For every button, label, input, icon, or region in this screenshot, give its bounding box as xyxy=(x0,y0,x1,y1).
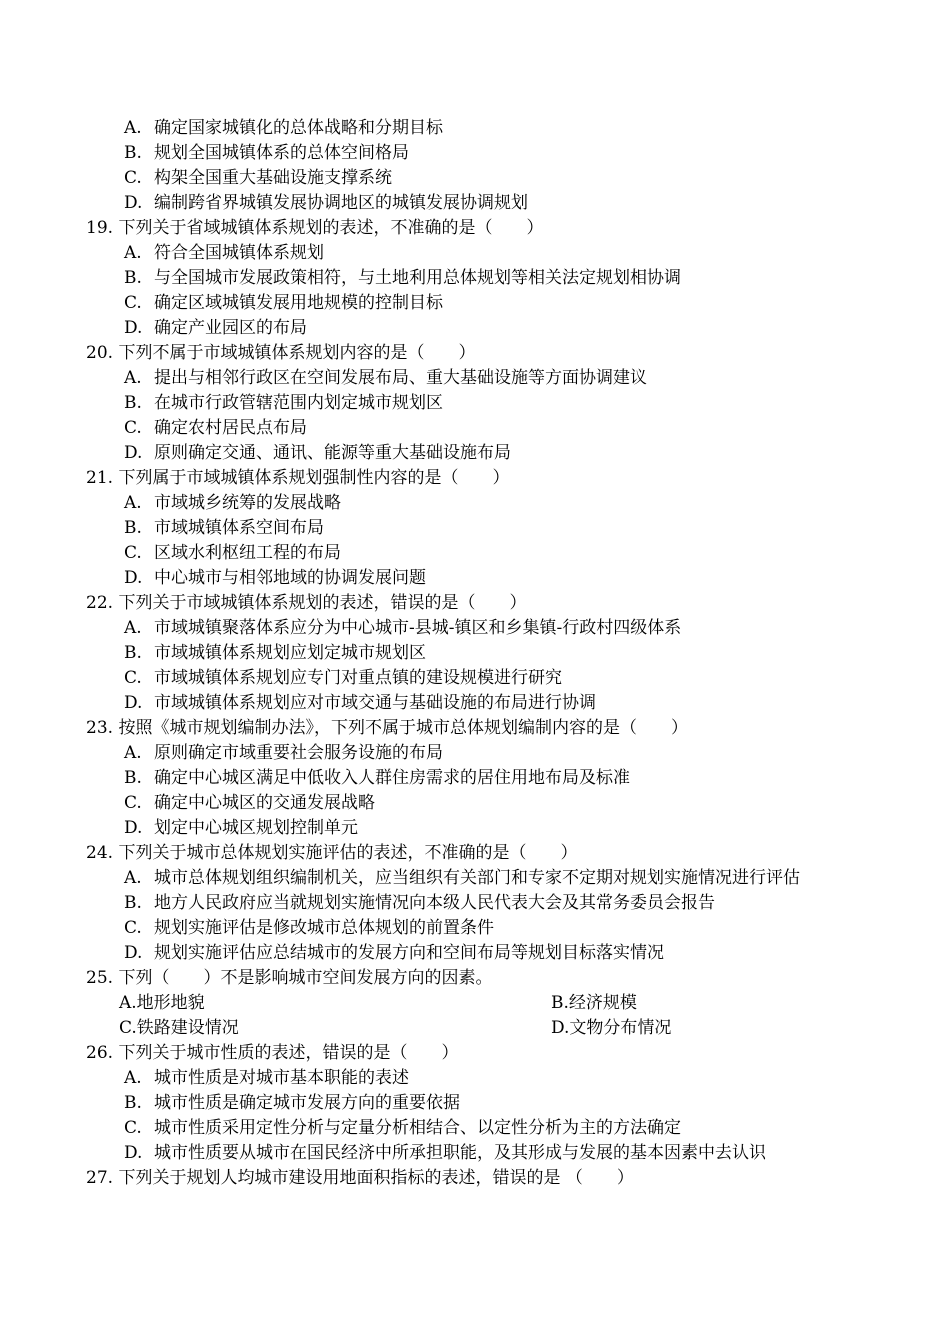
answer-option xyxy=(0,1116,950,1141)
option-key: A. xyxy=(124,618,142,638)
option-text: 城市总体规划组织编制机关，应当组织有关部门和专家不定期对规划实施情况进行评估 xyxy=(154,868,800,888)
option-text: 编制跨省界城镇发展协调地区的城镇发展协调规划 xyxy=(154,193,528,213)
answer-option xyxy=(0,241,950,266)
option-key: B. xyxy=(124,1093,142,1113)
option-key: A. xyxy=(124,243,142,263)
answer-option xyxy=(0,566,950,591)
option-key: C. xyxy=(124,668,142,688)
answer-option xyxy=(0,266,950,291)
answer-option xyxy=(0,291,950,316)
option-key: D. xyxy=(124,193,143,213)
question-stem: 27. 下列关于规划人均城市建设用地面积指标的表述，错误的是 （ ） xyxy=(86,1168,634,1188)
option-key: B. xyxy=(124,893,142,913)
option-text: 原则确定市域重要社会服务设施的布局 xyxy=(154,743,443,763)
option-text: 与全国城市发展政策相符，与土地利用总体规划等相关法定规划相协调 xyxy=(154,268,681,288)
question-stem: 24. 下列关于城市总体规划实施评估的表述，不准确的是（ ） xyxy=(86,843,578,863)
option-text: 市域城镇聚落体系应分为中心城市-县城-镇区和乡集镇-行政村四级体系 xyxy=(154,618,682,638)
option-text: 构架全国重大基础设施支撑系统 xyxy=(154,168,392,188)
answer-option: A.地形地貌 xyxy=(119,993,205,1013)
option-key: B. xyxy=(124,643,142,663)
option-key: C. xyxy=(124,543,142,563)
option-row xyxy=(0,991,950,1016)
option-key: A. xyxy=(124,868,142,888)
option-key: C. xyxy=(124,293,142,313)
option-text: 城市性质是对城市基本职能的表述 xyxy=(154,1068,409,1088)
option-key: D. xyxy=(124,943,143,963)
option-text: 确定农村居民点布局 xyxy=(154,418,307,438)
answer-option xyxy=(0,366,950,391)
option-text: 市域城镇体系规划应划定城市规划区 xyxy=(154,643,426,663)
question-stem: 21. 下列属于市域城镇体系规划强制性内容的是（ ） xyxy=(86,468,510,488)
answer-option xyxy=(0,191,950,216)
answer-option xyxy=(0,891,950,916)
option-text: 确定国家城镇化的总体战略和分期目标 xyxy=(154,118,443,138)
option-text: 城市性质要从城市在国民经济中所承担职能，及其形成与发展的基本因素中去认识 xyxy=(154,1143,766,1163)
option-key: C. xyxy=(124,793,142,813)
option-text: 在城市行政管辖范围内划定城市规划区 xyxy=(154,393,443,413)
answer-option xyxy=(0,316,950,341)
answer-option xyxy=(0,616,950,641)
option-key: C. xyxy=(124,168,142,188)
answer-option xyxy=(0,541,950,566)
option-text: 规划实施评估应总结城市的发展方向和空间布局等规划目标落实情况 xyxy=(154,943,664,963)
question-stem: 22. 下列关于市域城镇体系规划的表述，错误的是（ ） xyxy=(86,593,527,613)
answer-option xyxy=(0,416,950,441)
answer-option xyxy=(0,166,950,191)
answer-option xyxy=(0,666,950,691)
option-row xyxy=(0,1016,950,1041)
answer-option: D.文物分布情况 xyxy=(551,1018,672,1038)
answer-option xyxy=(0,116,950,141)
answer-option xyxy=(0,491,950,516)
option-text: 市域城乡统筹的发展战略 xyxy=(154,493,341,513)
answer-option xyxy=(0,391,950,416)
answer-option xyxy=(0,816,950,841)
option-text: 规划实施评估是修改城市总体规划的前置条件 xyxy=(154,918,494,938)
option-text: 确定区域城镇发展用地规模的控制目标 xyxy=(154,293,443,313)
option-key: B. xyxy=(124,268,142,288)
option-text: 划定中心城区规划控制单元 xyxy=(154,818,358,838)
option-key: C. xyxy=(124,918,142,938)
answer-option xyxy=(0,791,950,816)
option-key: D. xyxy=(124,1143,143,1163)
option-key: B. xyxy=(124,143,142,163)
option-text: 确定产业园区的布局 xyxy=(154,318,307,338)
option-key: A. xyxy=(124,493,142,513)
answer-option xyxy=(0,516,950,541)
document-page xyxy=(0,116,950,1191)
option-key: D. xyxy=(124,818,143,838)
question-stem: 19. 下列关于省域城镇体系规划的表述，不准确的是（ ） xyxy=(86,218,544,238)
option-key: B. xyxy=(124,518,142,538)
option-key: D. xyxy=(124,568,143,588)
option-text: 原则确定交通、通讯、能源等重大基础设施布局 xyxy=(154,443,511,463)
answer-option xyxy=(0,141,950,166)
option-key: A. xyxy=(124,368,142,388)
option-text: 市域城镇体系空间布局 xyxy=(154,518,324,538)
answer-option xyxy=(0,641,950,666)
answer-option xyxy=(0,741,950,766)
answer-option xyxy=(0,441,950,466)
option-text: 地方人民政府应当就规划实施情况向本级人民代表大会及其常务委员会报告 xyxy=(154,893,715,913)
option-key: D. xyxy=(124,443,143,463)
answer-option: B.经济规模 xyxy=(551,993,637,1013)
answer-option xyxy=(0,766,950,791)
option-key: A. xyxy=(124,743,142,763)
option-text: 市域城镇体系规划应对市域交通与基础设施的布局进行协调 xyxy=(154,693,596,713)
option-text: 确定中心城区的交通发展战略 xyxy=(154,793,375,813)
answer-option: C.铁路建设情况 xyxy=(119,1018,239,1038)
option-text: 城市性质采用定性分析与定量分析相结合、以定性分析为主的方法确定 xyxy=(154,1118,681,1138)
option-key: C. xyxy=(124,1118,142,1138)
answer-option xyxy=(0,1066,950,1091)
option-text: 符合全国城镇体系规划 xyxy=(154,243,324,263)
option-key: D. xyxy=(124,693,143,713)
option-key: B. xyxy=(124,768,142,788)
question-stem: 25. 下列（ ）不是影响城市空间发展方向的因素。 xyxy=(86,968,493,988)
answer-option xyxy=(0,1091,950,1116)
answer-option xyxy=(0,916,950,941)
option-key: A. xyxy=(124,1068,142,1088)
option-text: 市域城镇体系规划应专门对重点镇的建设规模进行研究 xyxy=(154,668,562,688)
option-key: B. xyxy=(124,393,142,413)
answer-option xyxy=(0,866,950,891)
option-key: D. xyxy=(124,318,143,338)
option-key: C. xyxy=(124,418,142,438)
answer-option xyxy=(0,941,950,966)
option-text: 提出与相邻行政区在空间发展布局、重大基础设施等方面协调建议 xyxy=(154,368,647,388)
option-text: 区域水利枢纽工程的布局 xyxy=(154,543,341,563)
option-text: 城市性质是确定城市发展方向的重要依据 xyxy=(154,1093,460,1113)
option-text: 确定中心城区满足中低收入人群住房需求的居住用地布局及标准 xyxy=(154,768,630,788)
question-stem: 23. 按照《城市规划编制办法》，下列不属于城市总体规划编制内容的是（ ） xyxy=(86,718,688,738)
question-stem: 20. 下列不属于市域城镇体系规划内容的是（ ） xyxy=(86,343,476,363)
option-text: 中心城市与相邻地域的协调发展问题 xyxy=(154,568,426,588)
question-stem: 26. 下列关于城市性质的表述，错误的是（ ） xyxy=(86,1043,459,1063)
answer-option xyxy=(0,1141,950,1166)
option-key: A. xyxy=(124,118,142,138)
answer-option xyxy=(0,691,950,716)
option-text: 规划全国城镇体系的总体空间格局 xyxy=(154,143,409,163)
